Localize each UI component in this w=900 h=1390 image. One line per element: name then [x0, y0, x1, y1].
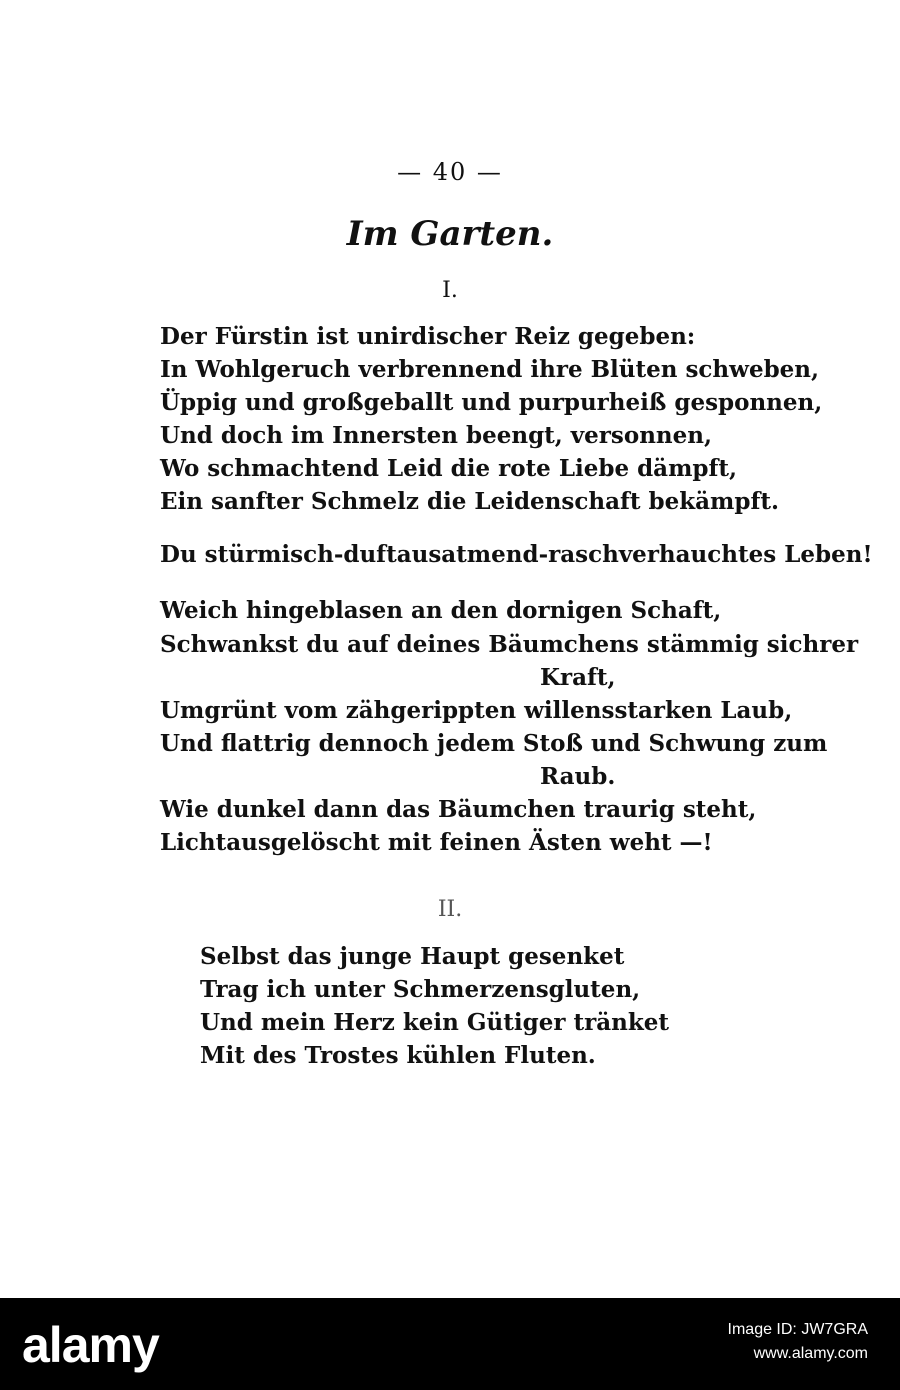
poem-line: Lichtausgelöscht mit feinen Ästen weht —! [160, 829, 713, 856]
poem-line: Der Fürstin ist unirdischer Reiz gegeben: [160, 323, 696, 350]
poem-line: Und doch im Innersten beengt, versonnen, [160, 422, 712, 449]
poem-line: Und flattrig dennoch jedem Stoß und Schwung zum [160, 730, 828, 757]
poem-line: Wie dunkel dann das Bäumchen traurig steht, [160, 796, 757, 823]
poem-line: Trag ich unter Schmerzensgluten, [200, 976, 641, 1003]
poem-line: In Wohlgeruch verbrennend ihre Blüten schweben, [160, 356, 820, 383]
poem-line: Mit des Trostes kühlen Fluten. [200, 1042, 596, 1069]
poem-line: Und mein Herz kein Gütiger tränket [200, 1009, 670, 1036]
poem-line: Üppig und großgeballt und purpurheiß gesponnen, [160, 389, 823, 416]
poem-title: Im Garten. [346, 214, 554, 254]
image-id-block [728, 1318, 868, 1366]
site-url: www.alamy.com [753, 1345, 868, 1362]
poem-line-continuation: Kraft, [540, 664, 616, 691]
poem-line: Ein sanfter Schmelz die Leidenschaft bekämpft. [160, 488, 780, 515]
poem-line: Du stürmisch-duftausatmend-raschverhauchtes Leben! [160, 541, 873, 568]
page-number: — 40 — [397, 158, 503, 186]
poem-line: Umgrünt vom zähgerippten willensstarken Laub, [160, 697, 793, 724]
section-heading-one: I. [442, 278, 458, 303]
section-heading-two: II. [437, 897, 463, 922]
alamy-logo: alamy [22, 1317, 159, 1373]
poem-line: Selbst das junge Haupt gesenket [200, 943, 625, 970]
poem-line: Weich hingeblasen an den dornigen Schaft, [160, 597, 722, 624]
poem-line-continuation: Raub. [540, 763, 616, 790]
poem-line: Schwankst du auf deines Bäumchens stämmig sichrer [160, 631, 859, 658]
poem-line: Wo schmachtend Leid die rote Liebe dämpft, [160, 455, 738, 482]
image-id: Image ID: JW7GRA [727, 1321, 868, 1338]
